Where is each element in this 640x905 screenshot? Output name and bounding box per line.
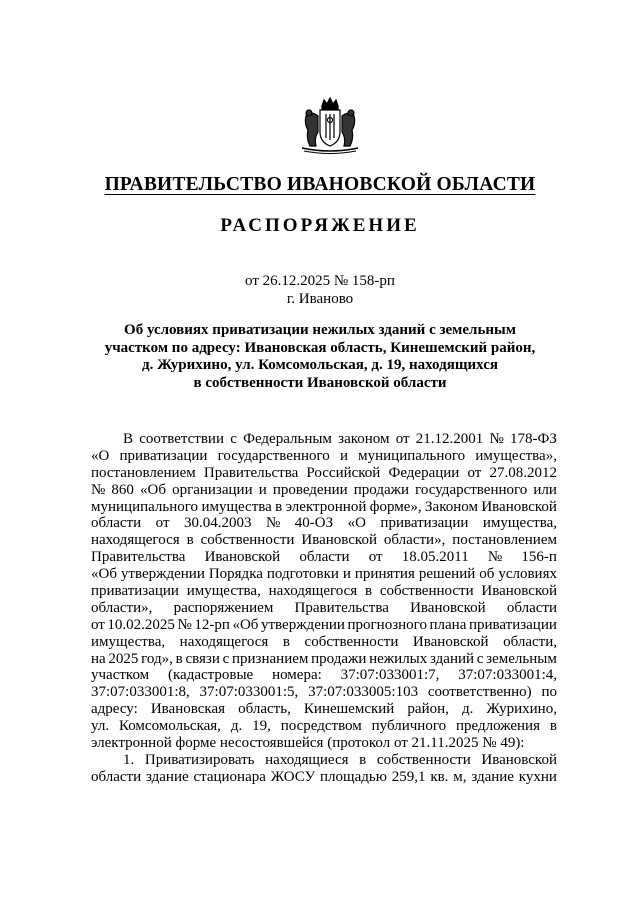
- body-word: д.: [230, 718, 243, 735]
- body-word: площадью: [320, 768, 387, 785]
- body-word: находящиеся: [265, 751, 349, 768]
- body-word: области: [299, 549, 350, 566]
- body-word: муниципального: [358, 447, 466, 464]
- body-line: [91, 701, 557, 718]
- body-word: №: [177, 616, 192, 633]
- body-word: кухни: [518, 768, 557, 785]
- body-word: Ивановской: [412, 633, 489, 650]
- body-word: №: [487, 549, 503, 566]
- body-word: «О: [91, 447, 110, 464]
- body-word: Федерации: [388, 464, 460, 481]
- body-word: об: [479, 566, 495, 583]
- body-word: утверждении: [120, 566, 205, 583]
- body-word: район,: [407, 701, 449, 718]
- body-word: м,: [453, 768, 467, 785]
- body-word: собственности: [379, 583, 474, 600]
- body-line: [91, 617, 557, 634]
- body-word: постановлением: [452, 532, 557, 549]
- body-word: Журихино,: [486, 701, 557, 718]
- body-word: Правительства: [294, 599, 389, 616]
- body-word: области,: [503, 633, 557, 650]
- body-word: стационара: [193, 768, 266, 785]
- body-word: 21.12.2001: [415, 431, 484, 447]
- body-word: Кинешемский: [303, 701, 395, 718]
- body-word: соответственно): [427, 684, 532, 701]
- body-word: находящегося: [179, 633, 269, 650]
- body-word: 37:07:033001:4,: [458, 667, 557, 684]
- body-word: области: [506, 599, 557, 616]
- body-word: год»,: [141, 650, 173, 667]
- subject-line: участком по адресу: Ивановская область, Кинешемский район,: [104, 339, 536, 356]
- body-word: область,: [238, 701, 291, 718]
- body-word: области: [91, 768, 142, 785]
- body-word: Комсомольская,: [118, 718, 221, 735]
- body-word: 1.: [123, 751, 135, 768]
- body-word: ул.: [91, 718, 110, 735]
- body-word: «Об: [232, 616, 259, 633]
- body-word: 37:07:033005:103: [308, 684, 419, 701]
- body-word: форме»,: [369, 498, 422, 515]
- body-word: адресу:: [91, 701, 138, 718]
- body-word: от: [91, 616, 105, 633]
- body-line: [91, 684, 557, 701]
- body-word: Правительства: [91, 549, 186, 566]
- body-word: с: [222, 650, 230, 667]
- body-line: [91, 634, 557, 651]
- body-word: постановлением: [91, 464, 196, 481]
- body-word: 259,1: [391, 768, 426, 785]
- body-line: [91, 448, 557, 465]
- body-line: [91, 499, 557, 516]
- body-word: решений: [418, 566, 476, 583]
- body-word: 37:07:033001:5,: [199, 684, 299, 701]
- body-word: кв.: [430, 768, 449, 785]
- body-word: номера:: [272, 667, 322, 684]
- body-word: связи: [185, 650, 220, 667]
- body-line: [91, 735, 557, 752]
- body-word: подготовки: [266, 566, 339, 583]
- body-word: плана: [429, 616, 467, 633]
- body-word: здание: [145, 768, 189, 785]
- document-body: [91, 431, 557, 786]
- body-word: участком: [91, 667, 150, 684]
- body-word: области»,: [91, 599, 153, 616]
- body-word: (кадастровые: [168, 667, 254, 684]
- body-word: 18.05.2011: [401, 549, 469, 566]
- subject-line: Об условиях приватизации нежилых зданий с земельным: [124, 322, 516, 338]
- body-word: и: [258, 481, 267, 498]
- body-word: 30.04.2003: [183, 515, 252, 532]
- body-word: области»,: [383, 532, 446, 549]
- body-word: в: [282, 633, 290, 650]
- body-line: [91, 769, 557, 786]
- body-word: собственности: [304, 633, 399, 650]
- organization-title: ПРАВИТЕЛЬСТВО ИВАНОВСКОЙ ОБЛАСТИ: [104, 174, 536, 195]
- body-word: публичного: [371, 718, 447, 735]
- body-word: находящегося: [268, 583, 358, 600]
- body-word: Законом: [425, 498, 478, 515]
- body-word: посредством: [280, 718, 362, 735]
- document-date-number: от 26.12.2025 № 158-рп: [245, 273, 395, 289]
- body-word: 37:07:033001:8,: [91, 684, 190, 701]
- body-word: зданий: [430, 650, 475, 667]
- body-word: законом: [338, 431, 390, 447]
- coat-of-arms-icon: [294, 96, 366, 154]
- body-word: условиях: [498, 566, 557, 583]
- body-word: в: [359, 751, 367, 768]
- body-word: и: [342, 566, 351, 583]
- body-line: [91, 549, 557, 566]
- body-word: 156-п: [521, 549, 557, 566]
- body-word: №: [489, 431, 504, 447]
- body-word: Порядка: [208, 566, 263, 583]
- body-word: 2025: [108, 650, 139, 667]
- body-word: приватизации: [380, 515, 469, 532]
- body-word: В: [123, 431, 134, 447]
- body-word: Ивановской: [410, 599, 486, 616]
- body-word: в: [275, 498, 283, 515]
- body-word: от: [395, 431, 410, 447]
- body-word: д.: [461, 701, 474, 718]
- body-word: организации: [172, 481, 253, 498]
- body-word: «Об: [140, 481, 166, 498]
- body-word: №: [91, 481, 106, 498]
- body-word: от: [368, 549, 383, 566]
- body-word: Ивановской: [301, 532, 377, 549]
- body-word: 860: [111, 481, 134, 498]
- body-word: нежилых: [369, 650, 428, 667]
- body-word: или: [533, 481, 557, 498]
- body-word: распоряжением: [173, 599, 274, 616]
- body-word: утверждении: [260, 616, 345, 633]
- body-word: продажи: [353, 481, 410, 498]
- body-word: Ивановской: [481, 498, 557, 515]
- body-line: [91, 566, 557, 583]
- body-word: имущества,: [186, 583, 261, 600]
- body-word: соответствии: [139, 431, 224, 447]
- body-word: области: [91, 515, 142, 532]
- body-word: Ивановской: [204, 549, 281, 566]
- body-word: имущества,: [91, 633, 166, 650]
- body-word: 19,: [252, 718, 271, 735]
- body-line: [91, 532, 557, 549]
- body-word: 27.08.2012: [489, 464, 557, 481]
- body-word: приватизации: [468, 616, 557, 633]
- body-line: [91, 515, 557, 532]
- body-word: №: [265, 515, 281, 532]
- body-word: государственного: [217, 447, 330, 464]
- body-word: Приватизировать: [144, 751, 255, 768]
- body-word: электронной форме несостоявшейся (протокол от 21.11.2025 № 49):: [91, 735, 525, 752]
- body-word: на: [91, 650, 106, 667]
- body-word: собственности: [376, 751, 471, 768]
- body-word: Федеральным: [243, 431, 332, 447]
- body-word: признанием: [232, 650, 309, 667]
- body-word: имущества: [201, 498, 272, 515]
- body-word: прогнозного: [347, 616, 427, 633]
- body-word: собственности: [200, 532, 295, 549]
- body-word: в: [364, 583, 373, 600]
- body-word: приватизации: [119, 447, 208, 464]
- document-subject: [60, 322, 580, 392]
- body-word: 37:07:033001:7,: [340, 667, 440, 684]
- body-line: [91, 651, 557, 668]
- body-word: муниципального: [91, 498, 199, 515]
- body-word: Ивановской: [481, 583, 557, 600]
- body-line: [91, 718, 557, 735]
- body-word: в: [186, 532, 194, 549]
- body-word: от: [467, 464, 482, 481]
- body-word: с: [230, 431, 237, 447]
- body-word: продажи: [311, 650, 367, 667]
- document-city: г. Иваново: [286, 291, 354, 307]
- body-word: электронной: [285, 498, 367, 515]
- body-word: 10.02.2025: [107, 616, 175, 633]
- body-word: имущества»,: [475, 447, 557, 464]
- body-word: 12-рп: [194, 616, 230, 633]
- body-word: ЖОСУ: [270, 768, 316, 785]
- subject-line: д. Журихино, ул. Комсомольская, д. 19, находящихся: [142, 357, 498, 373]
- body-word: «О: [347, 515, 366, 532]
- body-line: [91, 482, 557, 499]
- body-word: предложения: [455, 718, 540, 735]
- body-word: приватизации: [91, 583, 179, 600]
- document-type: РАСПОРЯЖЕНИЕ: [220, 215, 420, 236]
- body-word: земельным: [486, 650, 557, 667]
- body-word: государственного: [415, 481, 528, 498]
- body-word: и: [339, 447, 348, 464]
- body-word: принятия: [354, 566, 415, 583]
- body-word: от: [155, 515, 170, 532]
- body-line: [91, 431, 557, 448]
- body-word: здание: [471, 768, 514, 785]
- body-word: Российской: [306, 464, 381, 481]
- body-word: Ивановской: [481, 751, 557, 768]
- body-word: в: [549, 718, 557, 735]
- body-line: [91, 667, 557, 684]
- body-word: 40-ОЗ: [294, 515, 334, 532]
- body-line: [91, 600, 557, 617]
- body-word: в: [175, 650, 183, 667]
- body-word: имущества,: [482, 515, 557, 532]
- body-word: Ивановская: [150, 701, 226, 718]
- subject-line: в собственности Ивановской области: [193, 374, 447, 391]
- body-word: находящегося: [91, 532, 180, 549]
- body-word: проведении: [272, 481, 348, 498]
- body-word: 178-ФЗ: [510, 431, 557, 447]
- body-line: [91, 752, 557, 769]
- body-word: «Об: [91, 566, 117, 583]
- body-word: с: [476, 650, 484, 667]
- body-line: [91, 583, 557, 600]
- body-word: Правительства: [203, 464, 299, 481]
- body-line: [91, 465, 557, 482]
- body-word: по: [541, 684, 557, 701]
